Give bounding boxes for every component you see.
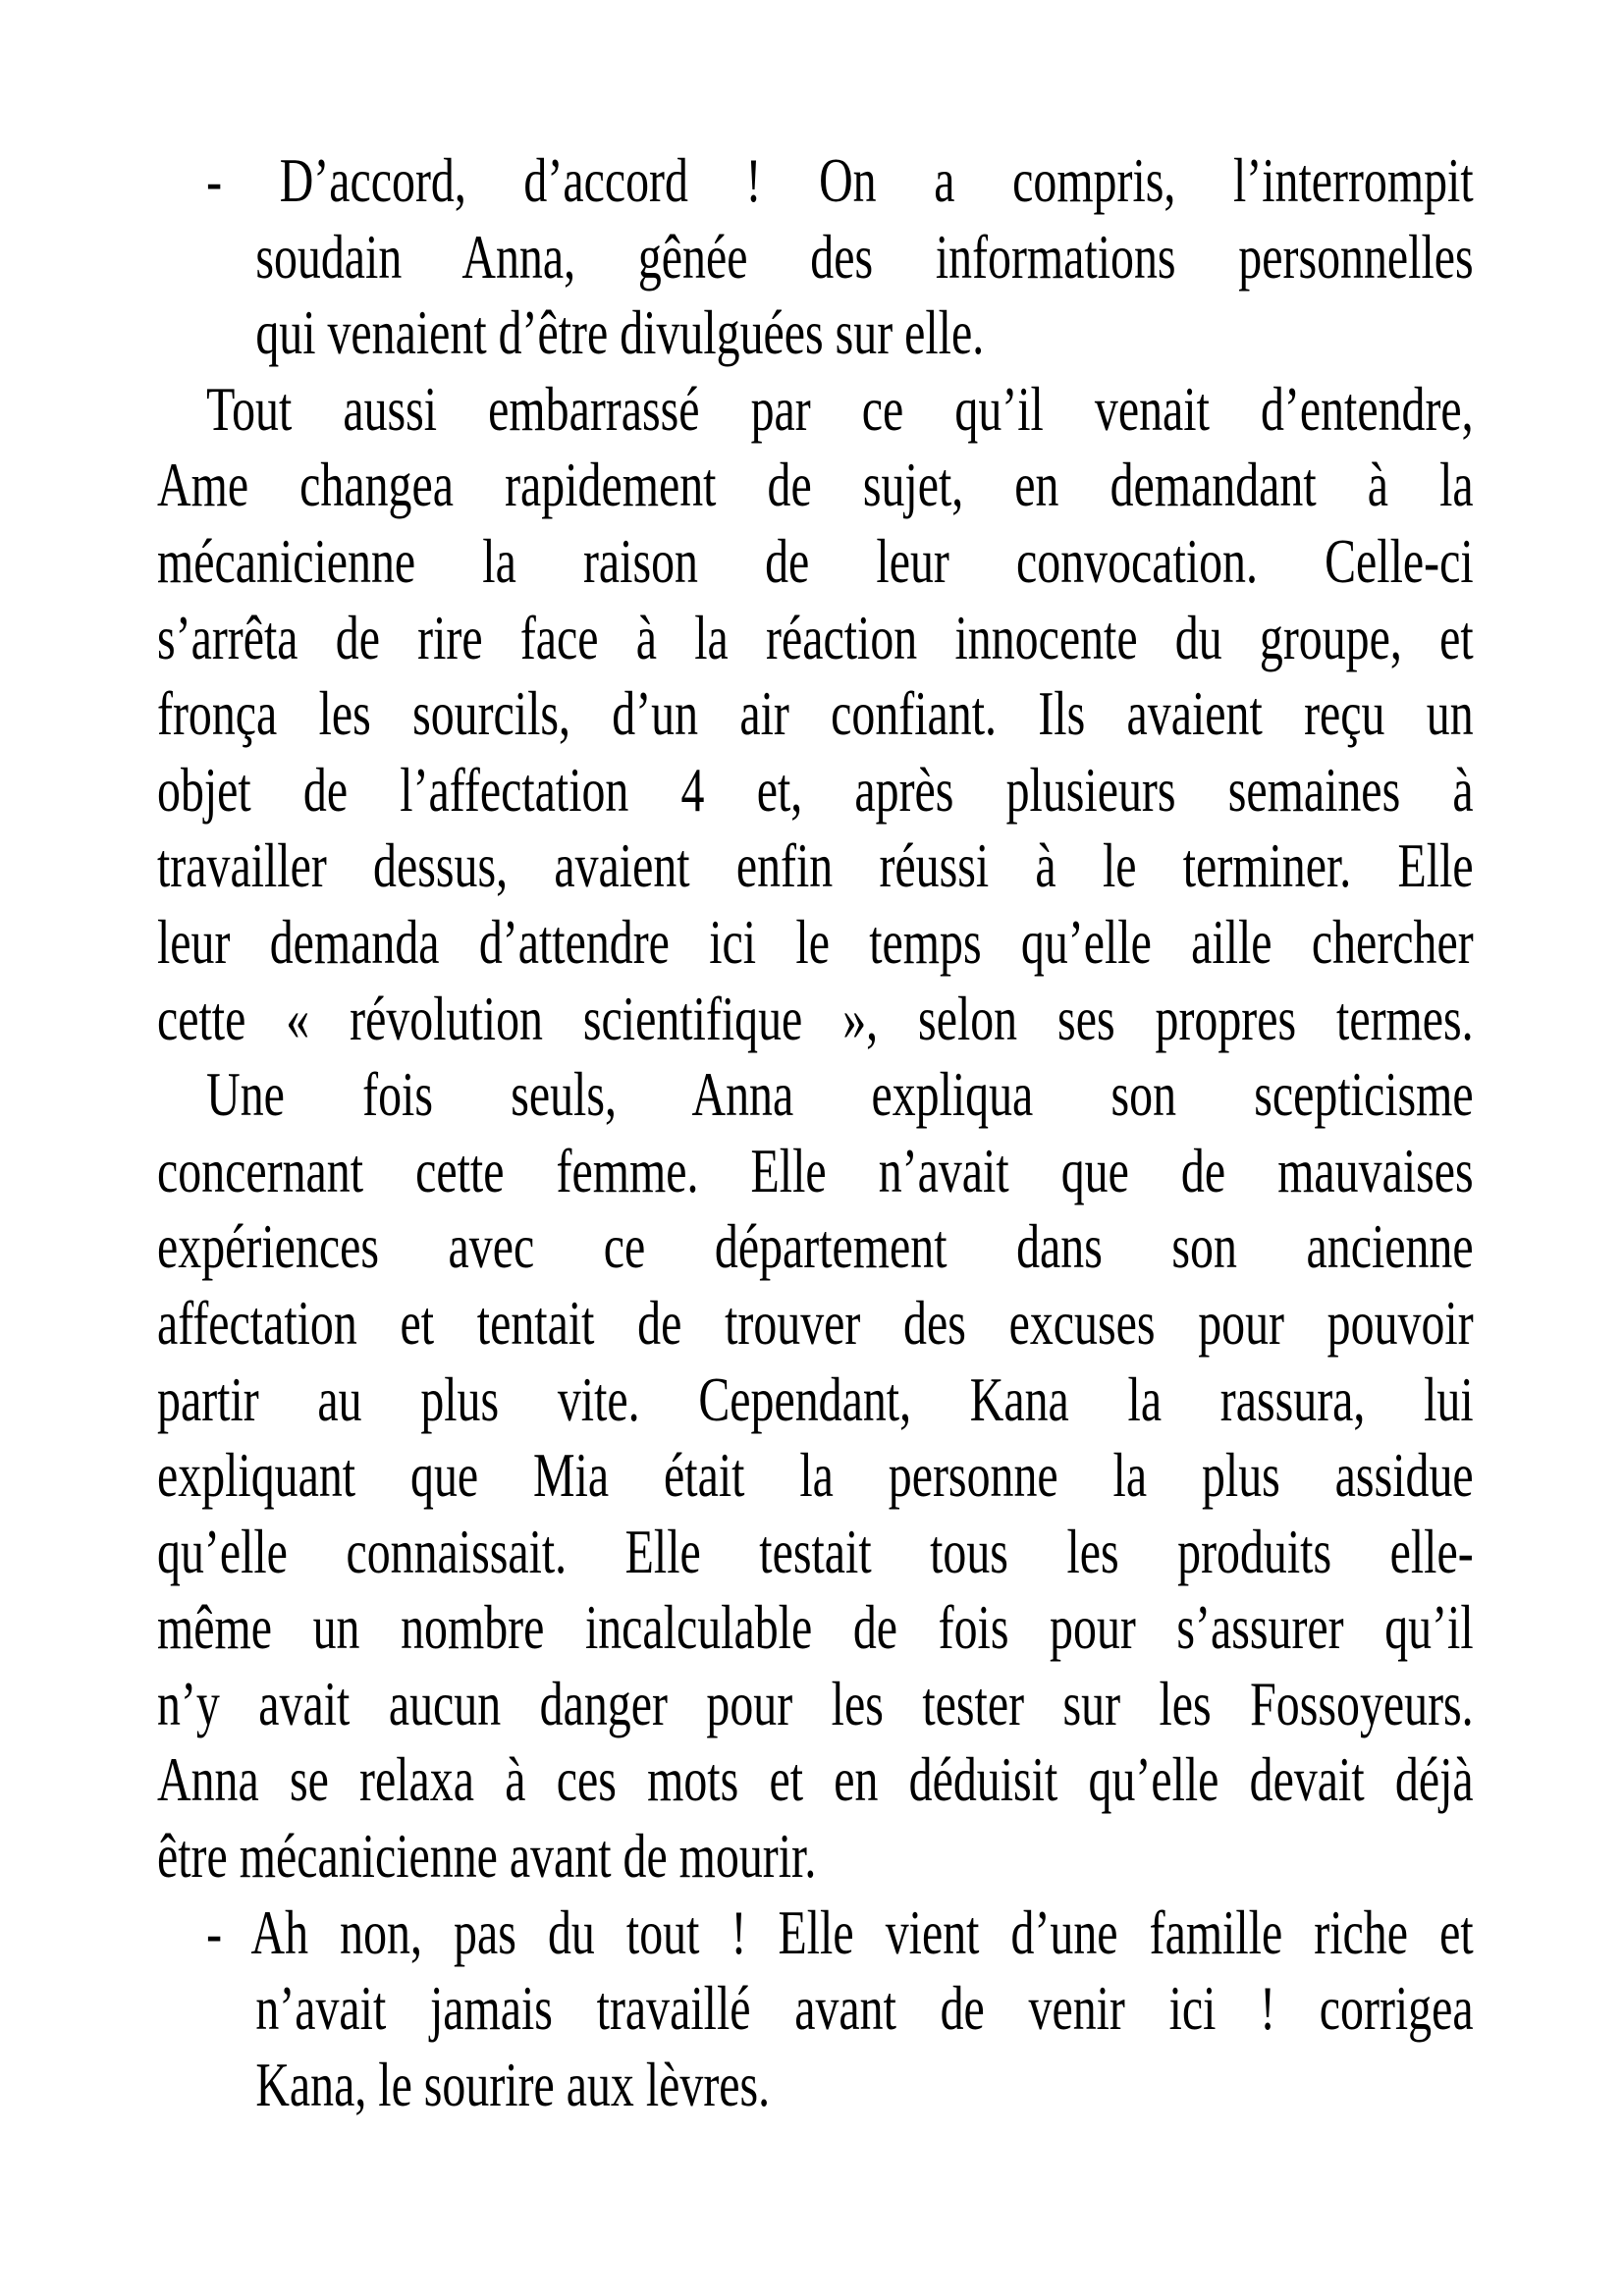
text-line: leur demanda d’attendre ici le temps qu’elle aille chercher [157, 907, 1474, 977]
text-line: affectation et tentait de trouver des excuses pour pouvoir [157, 1288, 1474, 1358]
text-line: Anna se relaxa à ces mots et en déduisit qu’elle devait déjà [157, 1745, 1474, 1815]
text-line: qui venaient d’être divulguées sur elle. [255, 298, 985, 368]
text-line: soudain Anna, gênée des informations personnelles [255, 222, 1474, 292]
text-line: fronça les sourcils, d’un air confiant. Ils avaient reçu un [157, 679, 1474, 749]
text-line: être mécanicienne avant de mourir. [157, 1822, 817, 1892]
text-line: n’y avait aucun danger pour les tester sur les Fossoyeurs. [157, 1669, 1474, 1738]
text-line: Une fois seuls, Anna expliqua son scepticisme [206, 1060, 1474, 1130]
text-line: qu’elle connaissait. Elle testait tous les produits elle- [157, 1517, 1474, 1586]
text-line: objet de l’affectation 4 et, après plusieurs semaines à [157, 755, 1474, 825]
text-line: - Ah non, pas du tout ! Elle vient d’une famille riche et [206, 1897, 1474, 1967]
text-line: Ame changea rapidement de sujet, en demandant à la [157, 451, 1474, 520]
text-line: Kana, le sourire aux lèvres. [255, 2050, 771, 2119]
text-line: travailler dessus, avaient enfin réussi à le terminer. Elle [157, 831, 1474, 901]
text-line: s’arrêta de rire face à la réaction innocente du groupe, et [157, 603, 1474, 672]
text-line: expliquant que Mia était la personne la plus assidue [157, 1441, 1474, 1511]
text-line: - D’accord, d’accord ! On a compris, l’interrompit [206, 146, 1474, 215]
text-line: même un nombre incalculable de fois pour s’assurer qu’il [157, 1593, 1474, 1663]
text-line: cette « révolution scientifique », selon ses propres termes. [157, 984, 1474, 1053]
text-line: mécanicienne la raison de leur convocation. Celle-ci [157, 526, 1474, 596]
text-line: expériences avec ce département dans son ancienne [157, 1212, 1474, 1282]
text-line: n’avait jamais travaillé avant de venir ici ! corrigea [255, 1974, 1474, 2044]
page-text [157, 143, 1474, 2123]
text-line: Tout aussi embarrassé par ce qu’il venait d’entendre, [206, 374, 1474, 444]
text-line: partir au plus vite. Cependant, Kana la rassura, lui [157, 1364, 1474, 1434]
text-line: concernant cette femme. Elle n’avait que de mauvaises [157, 1136, 1474, 1205]
